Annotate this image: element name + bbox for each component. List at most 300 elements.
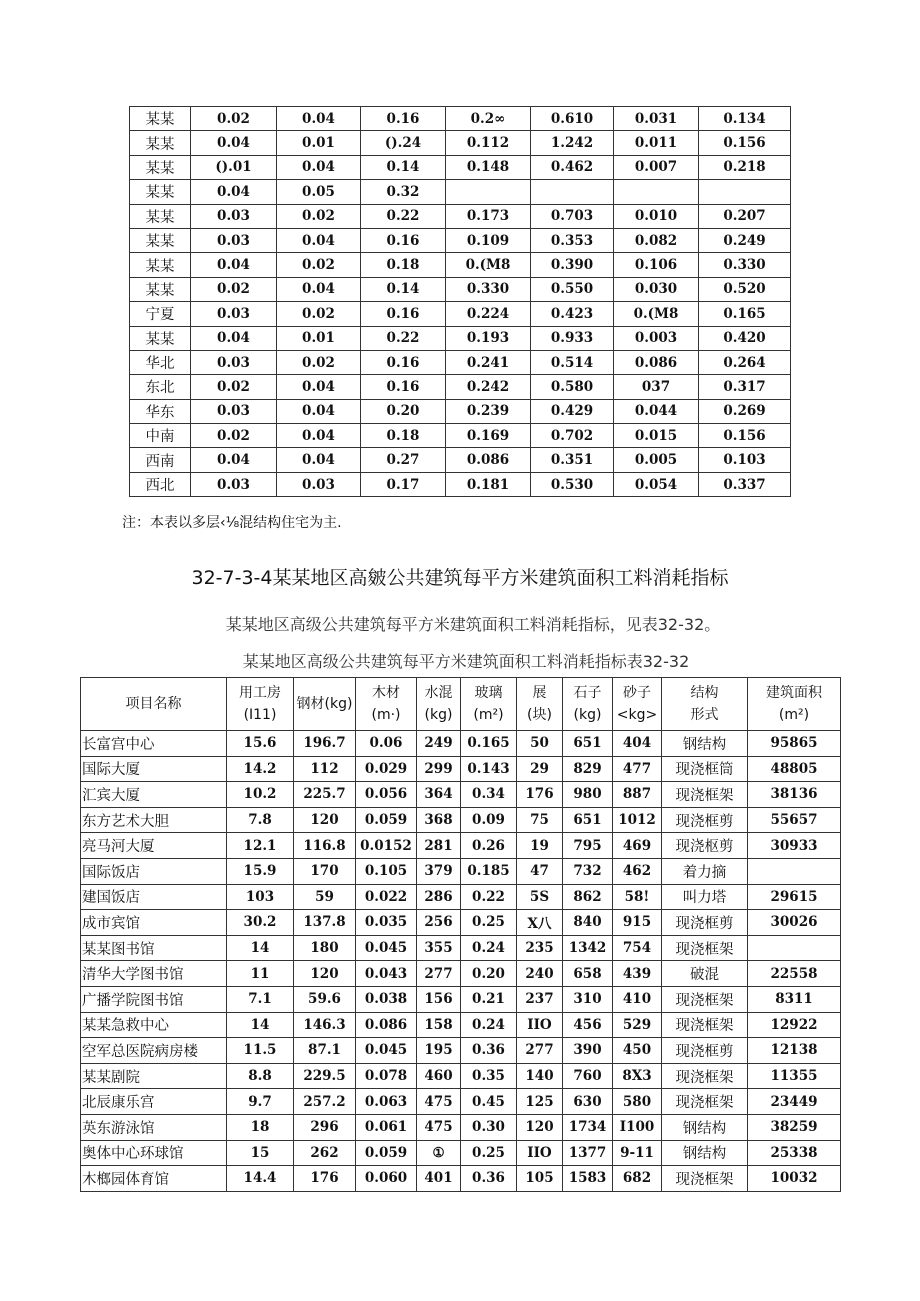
value-cell: 0.010	[614, 204, 699, 228]
value-cell: 58!	[613, 884, 662, 910]
value-cell: 0.462	[531, 155, 614, 179]
value-cell: 0.04	[277, 277, 361, 301]
value-cell: 0.003	[614, 326, 699, 350]
value-cell: 0.550	[531, 277, 614, 301]
value-cell: 0.045	[356, 935, 417, 961]
table-caption: 某某地区高级公共建筑每平方米建筑面积工料消耗指标表32-32	[242, 652, 690, 671]
value-cell: 7.1	[227, 986, 294, 1012]
value-cell: 0.04	[277, 155, 361, 179]
value-cell: 23449	[748, 1089, 841, 1115]
value-cell: 915	[613, 910, 662, 936]
value-cell: 256	[417, 910, 461, 936]
column-header: 石子 (kg)	[563, 678, 613, 731]
value-cell: 364	[417, 782, 461, 808]
project-name-cell: 英东游泳馆	[81, 1114, 227, 1140]
value-cell: 439	[613, 961, 662, 987]
value-cell: 14	[227, 935, 294, 961]
column-header: 水混 (kg)	[417, 678, 461, 731]
value-cell: 22558	[748, 961, 841, 987]
value-cell: 651	[563, 731, 613, 757]
structure-cell: 现浇框架	[662, 1166, 748, 1192]
value-cell: 0.035	[356, 910, 417, 936]
value-cell: 0.317	[699, 375, 791, 399]
value-cell: IIO	[517, 1140, 563, 1166]
value-cell: 410	[613, 986, 662, 1012]
value-cell: 18	[227, 1114, 294, 1140]
value-cell: 0.18	[361, 253, 446, 277]
region-cell: 宁夏	[130, 302, 191, 326]
value-cell: 262	[294, 1140, 356, 1166]
value-cell: 137.8	[294, 910, 356, 936]
value-cell: 0.09	[461, 807, 517, 833]
region-cell: 西北	[130, 472, 191, 496]
value-cell: 0.30	[461, 1114, 517, 1140]
value-cell: 0.337	[699, 472, 791, 496]
value-cell: 401	[417, 1166, 461, 1192]
value-cell: 0.105	[356, 858, 417, 884]
value-cell: 829	[563, 756, 613, 782]
value-cell: 0.45	[461, 1089, 517, 1115]
table-row	[130, 277, 791, 301]
value-cell: 580	[613, 1089, 662, 1115]
table-row	[81, 961, 841, 987]
table-row	[130, 253, 791, 277]
table-row	[81, 986, 841, 1012]
value-cell: 277	[517, 1038, 563, 1064]
value-cell: 15.6	[227, 731, 294, 757]
value-cell: 840	[563, 910, 613, 936]
value-cell: 249	[417, 731, 461, 757]
value-cell: 0.218	[699, 155, 791, 179]
region-cell: 中南	[130, 424, 191, 448]
table-row	[81, 731, 841, 757]
value-cell: 0.32	[361, 180, 446, 204]
value-cell: 0.22	[361, 204, 446, 228]
value-cell	[748, 858, 841, 884]
table-row	[130, 155, 791, 179]
value-cell: 0.420	[699, 326, 791, 350]
value-cell: 0.06	[356, 731, 417, 757]
table-row	[81, 884, 841, 910]
region-cell: 某某	[130, 204, 191, 228]
table-row	[130, 131, 791, 155]
project-name-cell: 北辰康乐宫	[81, 1089, 227, 1115]
value-cell: 0.239	[446, 399, 531, 423]
value-cell: 0.36	[461, 1166, 517, 1192]
value-cell: 0.0152	[356, 833, 417, 859]
value-cell: 0.14	[361, 277, 446, 301]
value-cell: 38259	[748, 1114, 841, 1140]
value-cell: 0.04	[277, 107, 361, 131]
structure-cell: 现浇框架	[662, 1012, 748, 1038]
value-cell: 630	[563, 1089, 613, 1115]
value-cell: 0.086	[614, 350, 699, 374]
public-building-consumption-table	[80, 677, 841, 1192]
value-cell: 0.043	[356, 961, 417, 987]
value-cell: 0.703	[531, 204, 614, 228]
region-cell: 东北	[130, 375, 191, 399]
value-cell: 0.181	[446, 472, 531, 496]
regional-consumption-table	[129, 106, 791, 497]
column-header: 结构 形式	[662, 678, 748, 731]
table-row	[130, 448, 791, 472]
project-name-cell: 建国饭店	[81, 884, 227, 910]
value-cell: 125	[517, 1089, 563, 1115]
value-cell: 0.24	[461, 935, 517, 961]
value-cell: 1583	[563, 1166, 613, 1192]
value-cell: 11.5	[227, 1038, 294, 1064]
value-cell: 0.165	[699, 302, 791, 326]
value-cell: 38136	[748, 782, 841, 808]
project-name-cell: 某某急救中心	[81, 1012, 227, 1038]
value-cell: 379	[417, 858, 461, 884]
value-cell: 75	[517, 807, 563, 833]
project-name-cell: 亮马河大厦	[81, 833, 227, 859]
value-cell: 0.056	[356, 782, 417, 808]
structure-cell: 破混	[662, 961, 748, 987]
project-name-cell: 空军总医院病房楼	[81, 1038, 227, 1064]
value-cell: 299	[417, 756, 461, 782]
value-cell: 0.520	[699, 277, 791, 301]
value-cell: 0.330	[699, 253, 791, 277]
value-cell: 456	[563, 1012, 613, 1038]
value-cell: 195	[417, 1038, 461, 1064]
value-cell: 0.351	[531, 448, 614, 472]
table-row	[130, 302, 791, 326]
column-header: 展 (块)	[517, 678, 563, 731]
value-cell: 0.078	[356, 1063, 417, 1089]
value-cell: 0.02	[191, 375, 277, 399]
structure-cell: 现浇框架	[662, 935, 748, 961]
structure-cell: 叫力塔	[662, 884, 748, 910]
value-cell: 0.04	[191, 448, 277, 472]
value-cell: 25338	[748, 1140, 841, 1166]
value-cell: 0.04	[191, 131, 277, 155]
value-cell: 0.16	[361, 228, 446, 252]
value-cell: 529	[613, 1012, 662, 1038]
value-cell: 0.390	[531, 253, 614, 277]
value-cell: 176	[294, 1166, 356, 1192]
project-name-cell: 东方艺术大胆	[81, 807, 227, 833]
value-cell: 0.242	[446, 375, 531, 399]
value-cell: 7.8	[227, 807, 294, 833]
value-cell: 12922	[748, 1012, 841, 1038]
value-cell: 0.353	[531, 228, 614, 252]
value-cell: 0.169	[446, 424, 531, 448]
value-cell: 0.330	[446, 277, 531, 301]
structure-cell: 现浇框架	[662, 1089, 748, 1115]
value-cell: 0.156	[699, 131, 791, 155]
value-cell: 0.22	[361, 326, 446, 350]
value-cell: 156	[417, 986, 461, 1012]
value-cell: 0.086	[356, 1012, 417, 1038]
value-cell: 0.04	[191, 180, 277, 204]
value-cell: 0.27	[361, 448, 446, 472]
value-cell: 0.02	[191, 107, 277, 131]
structure-cell: 着力摘	[662, 858, 748, 884]
value-cell: 477	[613, 756, 662, 782]
value-cell: 1342	[563, 935, 613, 961]
value-cell: 229.5	[294, 1063, 356, 1089]
value-cell: 0.25	[461, 910, 517, 936]
structure-cell: 钢结构	[662, 731, 748, 757]
table-row	[130, 424, 791, 448]
value-cell: 0.16	[361, 107, 446, 131]
value-cell: ().24	[361, 131, 446, 155]
region-cell: 某某	[130, 107, 191, 131]
value-cell: 235	[517, 935, 563, 961]
value-cell: 0.03	[277, 472, 361, 496]
value-cell: 15	[227, 1140, 294, 1166]
value-cell: 12.1	[227, 833, 294, 859]
value-cell: 48805	[748, 756, 841, 782]
column-header: 项目名称	[81, 678, 227, 731]
value-cell: IIO	[517, 1012, 563, 1038]
table-row	[81, 756, 841, 782]
value-cell: 0.04	[277, 424, 361, 448]
project-name-cell: 国际饭店	[81, 858, 227, 884]
value-cell: 180	[294, 935, 356, 961]
value-cell: ().01	[191, 155, 277, 179]
value-cell: 682	[613, 1166, 662, 1192]
value-cell: 0.134	[699, 107, 791, 131]
value-cell: ①	[417, 1140, 461, 1166]
value-cell: 103	[227, 884, 294, 910]
value-cell: 0.269	[699, 399, 791, 423]
table-row	[81, 858, 841, 884]
value-cell: 390	[563, 1038, 613, 1064]
value-cell: 29	[517, 756, 563, 782]
value-cell: 0.429	[531, 399, 614, 423]
value-cell: 14.4	[227, 1166, 294, 1192]
value-cell: 1377	[563, 1140, 613, 1166]
value-cell: 0.031	[614, 107, 699, 131]
value-cell: 1734	[563, 1114, 613, 1140]
value-cell: 19	[517, 833, 563, 859]
table-row	[81, 1166, 841, 1192]
value-cell: 0.16	[361, 350, 446, 374]
project-name-cell: 清华大学图书馆	[81, 961, 227, 987]
value-cell: 0.02	[191, 424, 277, 448]
value-cell: 0.185	[461, 858, 517, 884]
value-cell: 55657	[748, 807, 841, 833]
value-cell: 0.148	[446, 155, 531, 179]
value-cell: 0.03	[191, 204, 277, 228]
project-name-cell: 成市宾馆	[81, 910, 227, 936]
value-cell: 0.17	[361, 472, 446, 496]
table-note: 注：本表以多层‹⅛混结构住宅为主.	[122, 515, 342, 531]
value-cell: 0.04	[277, 228, 361, 252]
value-cell: 0.249	[699, 228, 791, 252]
value-cell: 158	[417, 1012, 461, 1038]
region-cell: 某某	[130, 180, 191, 204]
value-cell: 0.702	[531, 424, 614, 448]
value-cell: 0.22	[461, 884, 517, 910]
value-cell: 469	[613, 833, 662, 859]
column-header: 玻璃 (m²)	[461, 678, 517, 731]
structure-cell: 现浇框剪	[662, 910, 748, 936]
value-cell: 0.21	[461, 986, 517, 1012]
value-cell: 0.086	[446, 448, 531, 472]
value-cell	[614, 180, 699, 204]
value-cell: 0.04	[191, 326, 277, 350]
value-cell: 8.8	[227, 1063, 294, 1089]
value-cell: 0.030	[614, 277, 699, 301]
value-cell: 0.060	[356, 1166, 417, 1192]
value-cell: 0.610	[531, 107, 614, 131]
value-cell: 257.2	[294, 1089, 356, 1115]
value-cell: 0.02	[277, 253, 361, 277]
value-cell	[699, 180, 791, 204]
value-cell: 404	[613, 731, 662, 757]
value-cell: 146.3	[294, 1012, 356, 1038]
region-cell: 某某	[130, 277, 191, 301]
value-cell: 0.173	[446, 204, 531, 228]
value-cell: 5S	[517, 884, 563, 910]
value-cell: 170	[294, 858, 356, 884]
value-cell: 0.2∞	[446, 107, 531, 131]
value-cell: 0.18	[361, 424, 446, 448]
value-cell: 0.082	[614, 228, 699, 252]
project-name-cell: 木榔园体育馆	[81, 1166, 227, 1192]
value-cell: 59.6	[294, 986, 356, 1012]
column-header: 砂子 <kg>	[613, 678, 662, 731]
structure-cell: 现浇框架	[662, 986, 748, 1012]
value-cell: 368	[417, 807, 461, 833]
value-cell: 112	[294, 756, 356, 782]
value-cell: 0.054	[614, 472, 699, 496]
value-cell: 980	[563, 782, 613, 808]
value-cell: 105	[517, 1166, 563, 1192]
value-cell	[748, 935, 841, 961]
structure-cell: 现浇框架	[662, 1063, 748, 1089]
value-cell: 0.165	[461, 731, 517, 757]
value-cell: 0.25	[461, 1140, 517, 1166]
value-cell: 1012	[613, 807, 662, 833]
table-row	[130, 326, 791, 350]
column-header: 建筑面积 (m²)	[748, 678, 841, 731]
value-cell: 0.015	[614, 424, 699, 448]
value-cell: 14	[227, 1012, 294, 1038]
value-cell: 0.(M8	[446, 253, 531, 277]
value-cell: 0.14	[361, 155, 446, 179]
value-cell: 0.264	[699, 350, 791, 374]
value-cell: 0.038	[356, 986, 417, 1012]
value-cell: 0.011	[614, 131, 699, 155]
structure-cell: 现浇枢剪	[662, 833, 748, 859]
value-cell: 0.156	[699, 424, 791, 448]
region-cell: 某某	[130, 253, 191, 277]
structure-cell: 现浇框架	[662, 782, 748, 808]
column-header: 用工房 (I11)	[227, 678, 294, 731]
value-cell: 754	[613, 935, 662, 961]
value-cell: 47	[517, 858, 563, 884]
value-cell: 0.03	[191, 472, 277, 496]
value-cell: 14.2	[227, 756, 294, 782]
value-cell: 0.03	[191, 228, 277, 252]
intro-paragraph: 某某地区高级公共建筑每平方米建筑面积工料消耗指标，见表32-32。	[225, 615, 721, 634]
table-row	[130, 472, 791, 496]
value-cell: 9-11	[613, 1140, 662, 1166]
value-cell: 11355	[748, 1063, 841, 1089]
structure-cell: 现浇框筒	[662, 756, 748, 782]
table-row	[81, 1089, 841, 1115]
table-row	[130, 107, 791, 131]
value-cell: 795	[563, 833, 613, 859]
value-cell: 0.106	[614, 253, 699, 277]
value-cell: 30026	[748, 910, 841, 936]
structure-cell: 现浇框剪	[662, 1038, 748, 1064]
table-row	[130, 375, 791, 399]
table-row	[130, 228, 791, 252]
project-name-cell: 某某剧院	[81, 1063, 227, 1089]
structure-cell: 钢结构	[662, 1140, 748, 1166]
value-cell: 0.36	[461, 1038, 517, 1064]
value-cell: 120	[517, 1114, 563, 1140]
value-cell: 0.241	[446, 350, 531, 374]
value-cell: 1.242	[531, 131, 614, 155]
value-cell: 037	[614, 375, 699, 399]
value-cell: 120	[294, 961, 356, 987]
value-cell: 0.24	[461, 1012, 517, 1038]
value-cell: 0.061	[356, 1114, 417, 1140]
value-cell: 29615	[748, 884, 841, 910]
column-header: 钢材(kg)	[294, 678, 356, 731]
value-cell: 0.193	[446, 326, 531, 350]
value-cell: I100	[613, 1114, 662, 1140]
value-cell: 0.059	[356, 807, 417, 833]
value-cell: 116.8	[294, 833, 356, 859]
table-row	[81, 935, 841, 961]
table-row	[81, 782, 841, 808]
value-cell: 281	[417, 833, 461, 859]
value-cell: 30.2	[227, 910, 294, 936]
value-cell: 0.059	[356, 1140, 417, 1166]
value-cell: 0.05	[277, 180, 361, 204]
value-cell: 225.7	[294, 782, 356, 808]
value-cell: 0.04	[277, 399, 361, 423]
value-cell: 0.02	[277, 302, 361, 326]
region-cell: 西南	[130, 448, 191, 472]
value-cell: 0.109	[446, 228, 531, 252]
value-cell: 732	[563, 858, 613, 884]
value-cell: 237	[517, 986, 563, 1012]
value-cell: 0.(M8	[614, 302, 699, 326]
value-cell: 0.224	[446, 302, 531, 326]
value-cell: 475	[417, 1089, 461, 1115]
value-cell: 176	[517, 782, 563, 808]
value-cell	[446, 180, 531, 204]
value-cell: 475	[417, 1114, 461, 1140]
value-cell: 0.423	[531, 302, 614, 326]
value-cell: 0.007	[614, 155, 699, 179]
value-cell: 0.16	[361, 302, 446, 326]
region-cell: 某某	[130, 228, 191, 252]
project-name-cell: 奥体中心环球馆	[81, 1140, 227, 1166]
value-cell: 87.1	[294, 1038, 356, 1064]
value-cell: 10032	[748, 1166, 841, 1192]
value-cell: 310	[563, 986, 613, 1012]
project-name-cell: 汇宾大厦	[81, 782, 227, 808]
value-cell: 10.2	[227, 782, 294, 808]
section-heading: 32-7-3-4某某地区高皴公共建筑每平方米建筑面积工料消耗指标	[191, 567, 729, 589]
value-cell: 0.112	[446, 131, 531, 155]
value-cell: 0.01	[277, 326, 361, 350]
value-cell: 120	[294, 807, 356, 833]
value-cell: 0.02	[277, 350, 361, 374]
value-cell: 9.7	[227, 1089, 294, 1115]
value-cell: 0.02	[191, 277, 277, 301]
